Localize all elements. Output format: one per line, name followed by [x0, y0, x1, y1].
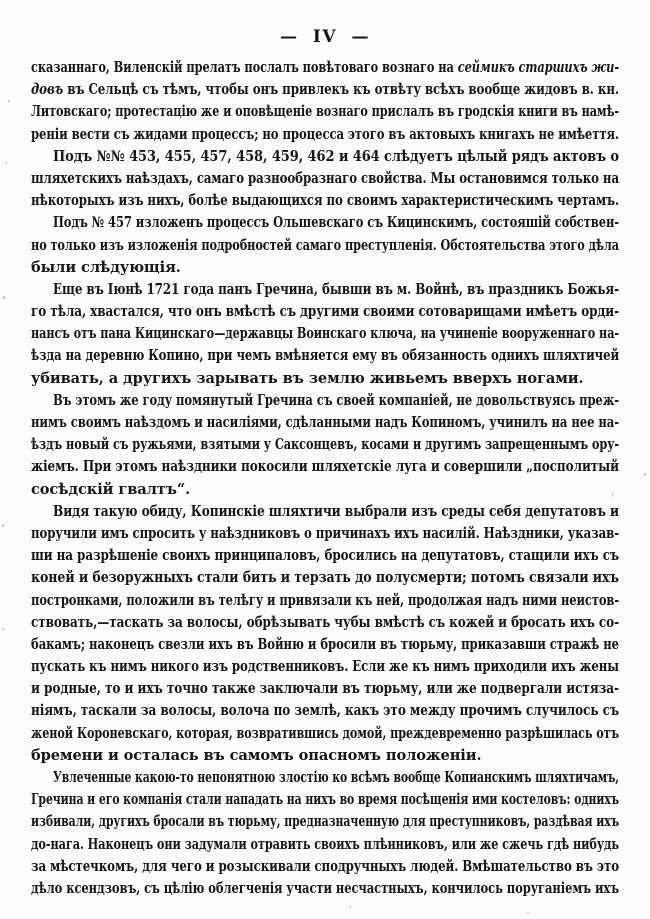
- text-line: [31, 878, 619, 900]
- text-line-content: убивать, а другихъ зарывать въ землю живьемъ вверхъ ногами.: [31, 369, 584, 387]
- text-line-content: ніямъ, таскали за волосы, волоча по землѣ, какъ это между прочимъ случилось съ: [31, 702, 619, 720]
- paragraph: [31, 767, 619, 900]
- text-line-content: довъ въ Сельцѣ съ тѣмъ, чтобы онъ привлекъ къ отвѣту всѣхъ вообще жидовъ в. кн.: [31, 81, 619, 99]
- text-line-content: сосѣдскій гвалтъ“.: [31, 480, 191, 498]
- text-line: [31, 811, 619, 833]
- text-line-content: и родные, то и ихъ точно также заключали въ тюрьму, или же подвергали истяза-: [31, 680, 619, 698]
- ink-speck: [2, 524, 4, 527]
- text-line: [31, 368, 619, 390]
- text-line: [31, 146, 619, 168]
- text-line: [31, 634, 619, 656]
- text-line-content: ѣзда на деревню Копино, при чемъ вмѣняется ему въ обязанность однихъ шляхтичей: [31, 347, 619, 365]
- text-line: [31, 301, 619, 323]
- text-line-content: Видя такую обиду, Копинскіе шляхтичи выбрали изъ среды себя депутатовъ и: [53, 502, 619, 520]
- text-line: [31, 501, 619, 523]
- text-line: [31, 456, 619, 478]
- text-line-content: были слѣдующія.: [31, 258, 181, 276]
- text-line: [31, 745, 619, 767]
- text-line-content: Гречина и его компанія стали нападать на нихъ во время посѣщенія ими костеловъ: однихъ: [31, 791, 619, 809]
- text-line-content: избивали, другихъ бросали въ тюрьму, предназначенную для преступниковъ, раздѣвая ихъ: [31, 813, 619, 831]
- text-line: [31, 279, 619, 301]
- text-line: [31, 212, 619, 234]
- ink-speck: [8, 100, 10, 102]
- text-line-content: нимъ своимъ наѣздомъ и насиліями, сдѣланными надъ Копиномъ, учинилъ на нее на-: [31, 414, 619, 431]
- italic-text: сеймикъ старшихъ жи-: [457, 59, 619, 76]
- text-line: [31, 412, 619, 434]
- text-line: [31, 479, 619, 501]
- text-line: [31, 79, 619, 101]
- text-line: [31, 434, 619, 456]
- text-line-content: ши на разрѣшеніе своихъ принципаловъ, бросились на депутатовъ, стащили ихъ съ: [31, 547, 619, 565]
- text-line-content: поручили имъ спросить у наѣздниковъ о причинахъ ихъ насилій. Наѣздники, указав-: [31, 524, 619, 542]
- text-line: [31, 101, 619, 123]
- text-line: [31, 656, 619, 678]
- text-line-content: Еще въ Іюнѣ 1721 года панъ Гречина, бывши въ м. Войнѣ, въ праздникъ Божья-: [53, 280, 619, 298]
- text-line-content: ствовать,—таскать за волосы, обрѣзывать чубы вмѣстѣ съ кожей и бросать ихъ со-: [31, 613, 619, 631]
- text-line-content: Литовскаго; протестацію же и оповѣщеніе вознаго прислалъ въ гродскія книги въ намѣ-: [31, 103, 619, 121]
- text-line: [31, 545, 619, 567]
- text-line: [31, 168, 619, 190]
- text-line: [31, 190, 619, 212]
- text-line-content: бремени и осталась въ самомъ опасномъ положеніи.: [31, 746, 482, 764]
- text-line: [31, 567, 619, 589]
- text-line: [31, 390, 619, 412]
- text-line-content: бакамъ; наконецъ свезли ихъ въ Войню и бросили въ тюрьму, приказавши стражѣ не: [31, 635, 619, 653]
- text-line: [31, 345, 619, 367]
- text-line-content: женой Короневскаго, которая, возвратившись домой, преждевременно разрѣшилась отъ: [31, 724, 619, 742]
- text-line-content: дѣло ксендзовъ, съ цѣлію облегченія участи несчастныхъ, кончилось поруганіемъ ихъ: [31, 879, 619, 897]
- text-line: [31, 789, 619, 811]
- text-line: [31, 590, 619, 612]
- text-line: [31, 678, 619, 700]
- text-line-content: нансъ отъ пана Кицинскаго—державцы Воинскаго ключа, на учиненіе вооруженнаго на-: [31, 325, 619, 343]
- text-line-content: пускать къ нимъ никого изъ родственниковъ. Если же къ нимъ приходили ихъ жены: [31, 658, 619, 676]
- text-line-content: нѣкоторыхъ изъ нихъ, болѣе выдающихся по своимъ характеристическимъ чертамъ.: [31, 192, 619, 210]
- text-line-content: ѣздъ новый съ ружьями, взятыми у Саксонцевъ, косами и другимъ запрещеннымъ ору-: [31, 436, 619, 454]
- paragraph: [31, 57, 619, 146]
- text-line: [31, 767, 619, 789]
- paragraph: [31, 390, 619, 501]
- ink-speck: [5, 162, 7, 164]
- ink-speck: [3, 296, 5, 299]
- text-line-content: до-нага. Наконецъ они задумали отравить своихъ плѣнниковъ, или же сжечь гдѣ нибудь: [31, 835, 619, 853]
- text-line: [31, 257, 619, 279]
- text-line: [31, 57, 619, 79]
- text-line: [31, 834, 619, 856]
- text-line: [31, 124, 619, 146]
- text-line: [31, 323, 619, 345]
- text-line-content: реніи вести съ жидами процессъ; но процесса этого въ актовыхъ книгахъ не имѣеття.: [31, 125, 619, 143]
- paragraph: [31, 212, 619, 279]
- text-line-content: Увлеченные какою-то непонятною злостію ко всѣмъ вообще Копианскимъ шляхтичамъ,: [53, 769, 619, 786]
- italic-text: довъ: [31, 81, 64, 99]
- ink-speck: [644, 473, 646, 476]
- paragraph: [31, 146, 619, 213]
- text-line-content: постронками, положили въ телѣгу и привязали къ ней, продолжая надъ ними неистов-: [31, 591, 619, 609]
- ink-speck: [527, 912, 529, 914]
- text-line-content: шляхетскихъ наѣздахъ, самаго разнообразнаго свойства. Мы остановимся только на: [31, 169, 619, 187]
- text-line-content: за мѣстечкомъ, для чего и розыскивали сподручныхъ людей. Вмѣшательство въ это: [31, 857, 619, 875]
- text-line: [31, 856, 619, 878]
- text-line-content: коней и безоружныхъ стали бить и терзать до полусмерти; потомъ связали ихъ: [31, 569, 619, 587]
- text-line: [31, 612, 619, 634]
- text-line-content: го тѣла, хвастался, что онъ вмѣстѣ съ другими своими сотоварищами имѣетъ орди-: [31, 303, 619, 321]
- page-number: — IV —: [280, 27, 370, 47]
- text-line-content: Въ этомъ же году помянутый Гречина съ своей компаніей, не довольствуясь преж-: [53, 391, 619, 409]
- ink-speck: [349, 906, 351, 908]
- text-line: [31, 523, 619, 545]
- ink-speck: [2, 628, 4, 630]
- text-line-content: жіемъ. При этомъ наѣздники покосили шляхетскіе луга и совершили „посполитый: [31, 458, 619, 476]
- text-line: [31, 235, 619, 257]
- page-text: [31, 57, 619, 900]
- text-line-content: Подъ №№ 453, 455, 457, 458, 459, 462 и 464 слѣдуетъ цѣлый рядъ актовъ о: [53, 147, 619, 165]
- paragraph: [31, 279, 619, 390]
- text-line-content: Подъ № 457 изложенъ процессъ Ольшевскаго съ Кицинскимъ, состояшій собствен-: [53, 214, 619, 232]
- text-line: [31, 700, 619, 722]
- text-line: [31, 723, 619, 745]
- paragraph: [31, 501, 619, 767]
- text-line-content: сказаннаго, Виленскій прелатъ послалъ повѣтоваго вознаго на сеймикъ старшихъ жи-: [31, 59, 619, 76]
- text-line-content: но только изъ изложенія подробностей самаго преступленія. Обстоятельства этого дѣла: [31, 236, 619, 254]
